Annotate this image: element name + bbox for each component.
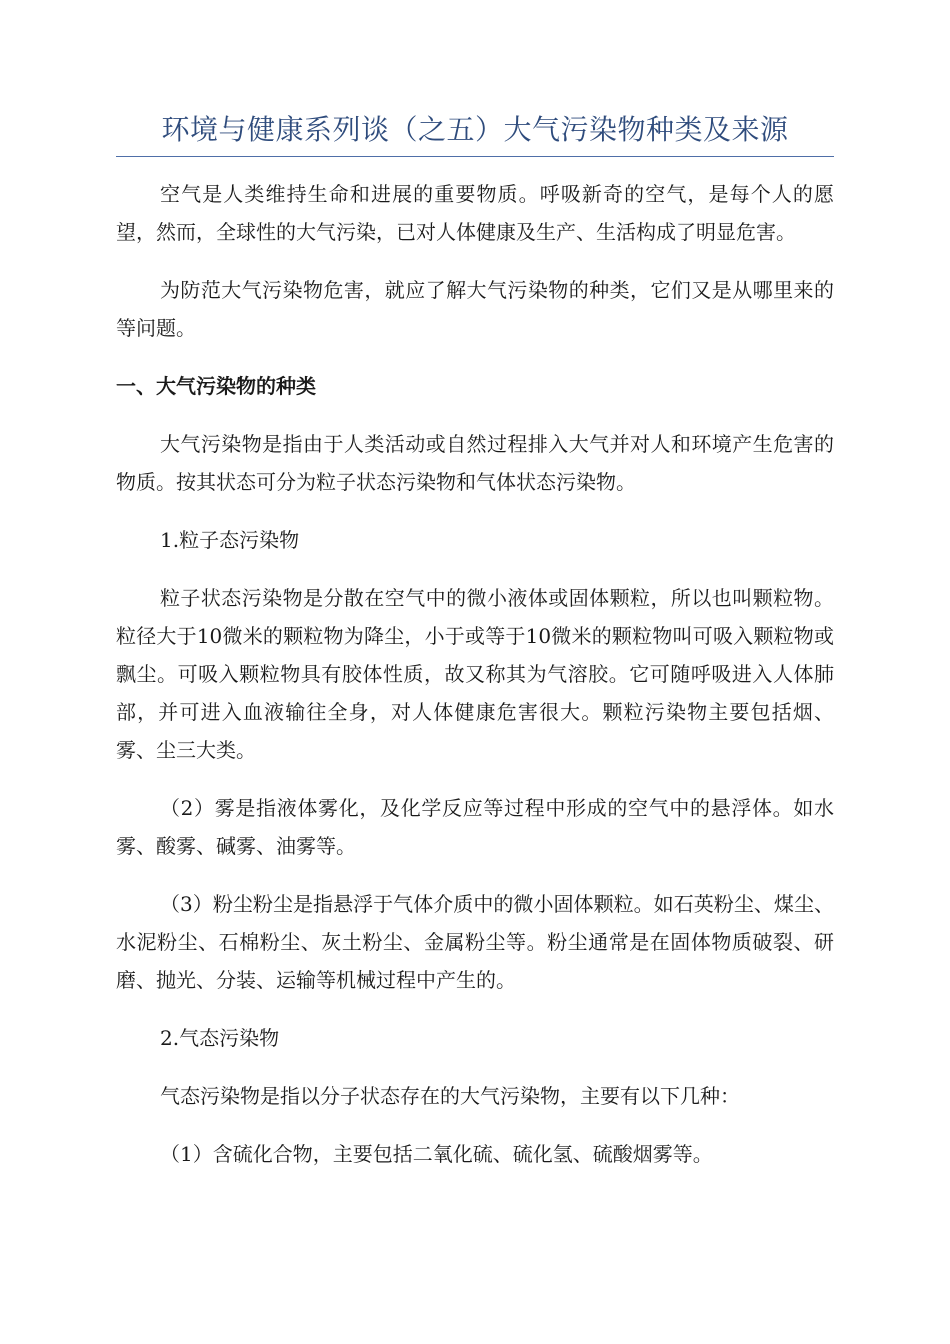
sulfur-compounds-paragraph: （1）含硫化合物，主要包括二氧化硫、硫化氢、硫酸烟雾等。 [160,1142,713,1166]
definition-paragraph: 大气污染物是指由于人类活动或自然过程排入大气并对人和环境产生危害的物质。按其状态可分为粒子状态污染物和气体状态污染物。 [116,432,834,494]
dust-paragraph: （3）粉尘粉尘是指悬浮于气体介质中的微小固体颗粒。如石英粉尘、煤尘、水泥粉尘、石棉粉尘、灰土粉尘、金属粉尘等。粉尘通常是在固体物质破裂、研磨、抛光、分装、运输等机械过程中产生的。 [116,892,834,992]
document-title: 环境与健康系列谈（之五）大气污染物种类及来源 [161,113,789,146]
fog-paragraph: （2）雾是指液体雾化，及化学反应等过程中形成的空气中的悬浮体。如水雾、酸雾、碱雾、油雾等。 [116,796,834,858]
subheading-particulate: 1.粒子态污染物 [160,528,300,552]
document-body [116,175,834,1193]
subheading-gaseous: 2.气态污染物 [160,1026,280,1050]
intro-paragraph: 空气是人类维持生命和进展的重要物质。呼吸新奇的空气，是每个人的愿望，然而，全球性的大气污染，已对人体健康及生产、生活构成了明显危害。 [116,182,834,244]
particulate-paragraph: 粒子状态污染物是分散在空气中的微小液体或固体颗粒，所以也叫颗粒物。粒径大于10微米的颗粒物为降尘，小于或等于10微米的颗粒物叫可吸入颗粒物或飘尘。可吸入颗粒物具有胶体性质，故又称其为气溶胶。它可随呼吸进入人体肺部，并可进入血液输往全身，对人体健康危害很大。颗粒污染物主要包括烟、雾、尘三大类。 [116,586,834,762]
purpose-paragraph: 为防范大气污染物危害，就应了解大气污染物的种类，它们又是从哪里来的等问题。 [116,278,834,340]
gaseous-paragraph: 气态污染物是指以分子状态存在的大气污染物，主要有以下几种： [160,1084,740,1108]
section-heading-pollutant-types: 一、大气污染物的种类 [116,374,316,398]
title-block [116,112,834,157]
